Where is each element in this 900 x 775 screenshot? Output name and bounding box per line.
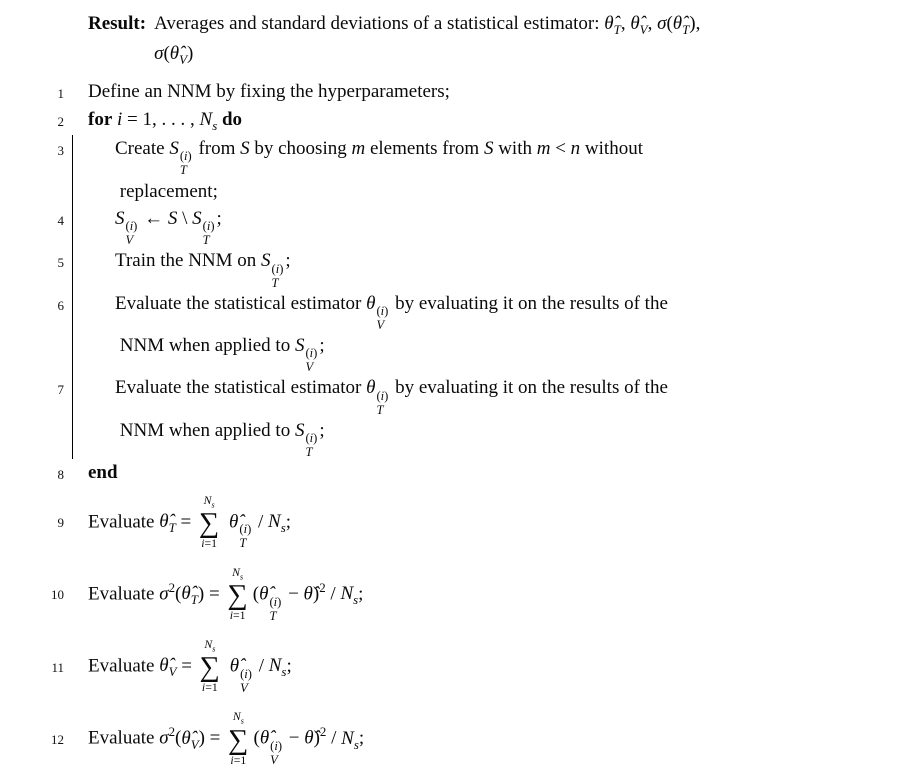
algorithm-line-loop-body [40, 374, 880, 459]
line-number: 8 [57, 467, 64, 483]
algorithm-line [40, 559, 880, 631]
algorithm-line [40, 459, 880, 487]
line-content: Train the NNM on S (i) T ; [72, 247, 880, 289]
result-label: Result: [88, 13, 147, 34]
algorithm-line [40, 78, 880, 106]
line-number: 1 [57, 86, 64, 102]
line-number: 11 [51, 659, 64, 675]
line-number: 2 [57, 113, 64, 129]
line-content: Evaluate $\thetâ_T$ = $N_s$ ∑ i=1 θ̂ (i) T / $N_s$; [88, 493, 292, 551]
line-content: Create S (i) T from S by choosing m elements from S with m < n without replacement; [72, 135, 880, 205]
algorithm-line [40, 487, 880, 559]
line-number: 9 [57, 515, 64, 531]
line-content: Define an NNM by fixing the hyperparameters; [88, 81, 450, 103]
algorithm-line [40, 631, 880, 703]
line-content: Evaluate $\sigma^2(\thetâ_V)$ = $N_s$ ∑ i=1 (θ̂ (i) V − θ̂)$^2$ / $N_s$; [88, 710, 365, 767]
result-statement [88, 10, 880, 69]
algorithm-line-loop-body [40, 247, 880, 289]
line-number: 10 [51, 587, 64, 603]
algorithm-line [40, 703, 880, 775]
line-number: 5 [57, 255, 64, 271]
line-content: S (i) V ← S \ S (i) T ; [72, 205, 880, 247]
algorithm-line-loop-body [40, 205, 880, 247]
algorithm-line [40, 106, 880, 136]
line-content: for i = 1, . . . , $N_s$ do [88, 108, 243, 133]
line-number: 4 [57, 213, 64, 229]
line-number: 12 [51, 731, 64, 747]
line-number: 6 [57, 297, 64, 313]
line-number: 7 [57, 382, 64, 398]
line-content: Evaluate the statistical estimator θ (i) V by evaluating it on the results of the NNM when applied to S (i) V ; [72, 290, 880, 375]
line-number: 3 [57, 143, 64, 159]
algorithm-line-loop-body [40, 290, 880, 375]
line-content: Evaluate the statistical estimator θ (i) T by evaluating it on the results of the NNM when applied to S (i) T ; [72, 374, 880, 459]
algorithm-line-loop-body [40, 135, 880, 205]
line-content: Evaluate $\sigma^2(\thetâ_T)$ = $N_s$ ∑ i=1 (θ̂ (i) T − θ̂)$^2$ / $N_s$; [88, 565, 364, 623]
result-text: Averages and standard deviations of a statistical estimator: $\thetâ_T$, $\thetâ_V$, $\sigma(\thetâ_T)$, $\sigma(\thetâ_V)$ [154, 13, 701, 67]
line-content: Evaluate $\thetâ_V$ = $N_s$ ∑ i=1 θ̂ (i) V / $N_s$; [88, 638, 292, 695]
line-content: end [88, 462, 118, 484]
